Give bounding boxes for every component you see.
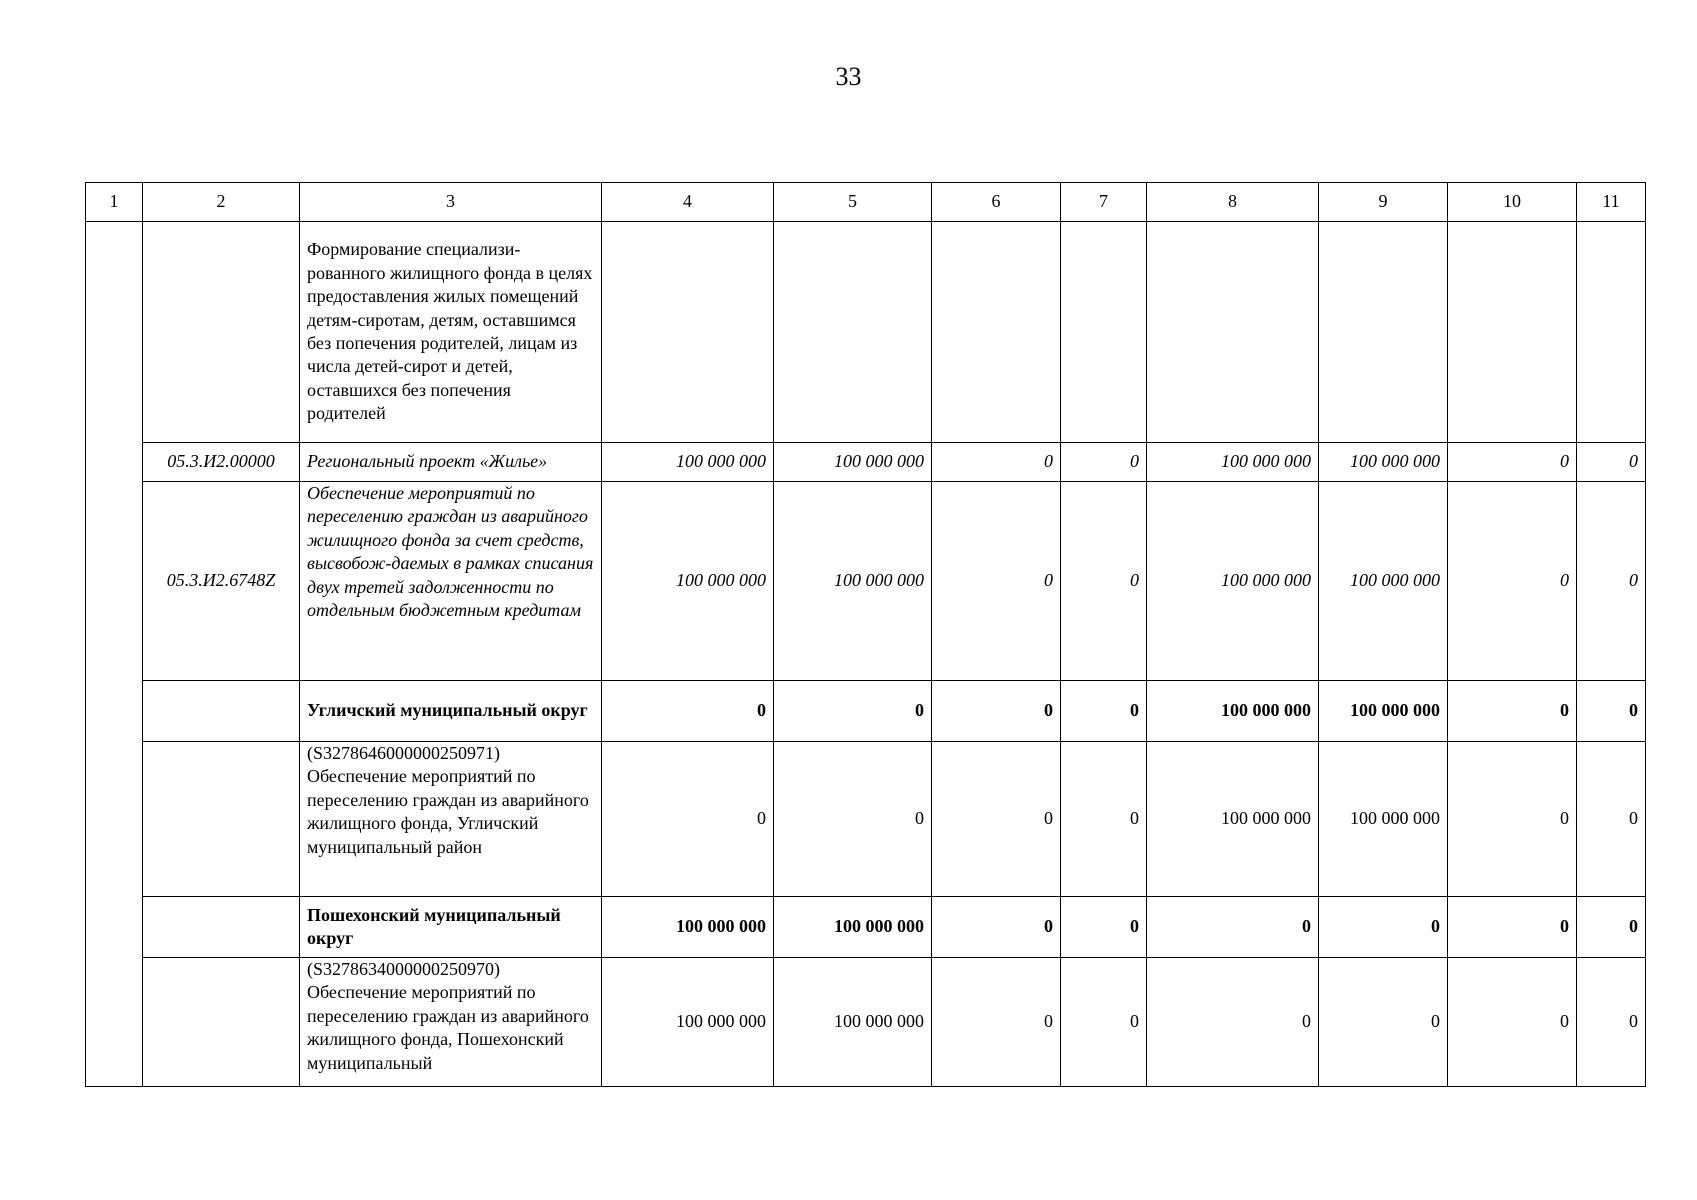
description-cell: (S3278646000000250971) Обеспечение мероприятий по переселению граждан из аварийного жилищного фонда, Угличский муниципальный район <box>300 742 602 897</box>
code-cell: 05.3.И2.00000 <box>143 443 300 482</box>
table-row <box>86 958 1646 1087</box>
value-cell: 100 000 000 <box>602 482 774 681</box>
code-cell: 05.3.И2.6748Z <box>143 482 300 681</box>
header-cell: 1 <box>86 183 143 222</box>
table-header-row <box>86 183 1646 222</box>
header-cell: 6 <box>932 183 1061 222</box>
value-cell: 100 000 000 <box>1147 681 1319 742</box>
value-cell: 0 <box>1061 897 1147 958</box>
value-cell: 0 <box>932 897 1061 958</box>
value-cell <box>932 222 1061 443</box>
value-cell: 100 000 000 <box>774 482 932 681</box>
description-cell: Пошехонский муниципальный округ <box>300 897 602 958</box>
value-cell: 0 <box>932 681 1061 742</box>
table-row <box>86 681 1646 742</box>
value-cell: 100 000 000 <box>774 897 932 958</box>
value-cell: 0 <box>1577 482 1646 681</box>
value-cell <box>1061 222 1147 443</box>
value-cell: 100 000 000 <box>1147 482 1319 681</box>
value-cell: 0 <box>1448 958 1577 1087</box>
value-cell: 0 <box>602 742 774 897</box>
value-cell: 0 <box>932 958 1061 1087</box>
value-cell: 0 <box>1147 958 1319 1087</box>
code-cell <box>143 222 300 443</box>
value-cell: 0 <box>774 681 932 742</box>
code-cell <box>143 897 300 958</box>
value-cell: 0 <box>1319 958 1448 1087</box>
header-cell: 10 <box>1448 183 1577 222</box>
code-cell <box>143 958 300 1087</box>
value-cell <box>774 222 932 443</box>
value-cell: 100 000 000 <box>1319 443 1448 482</box>
value-cell: 100 000 000 <box>1147 742 1319 897</box>
header-cell: 7 <box>1061 183 1147 222</box>
description-cell: Угличский муниципальный округ <box>300 681 602 742</box>
description-cell: (S3278634000000250970) Обеспечение мероприятий по переселению граждан из аварийного жилищного фонда, Пошехонский муниципальный <box>300 958 602 1087</box>
value-cell: 0 <box>1061 482 1147 681</box>
table-row <box>86 482 1646 681</box>
value-cell: 0 <box>774 742 932 897</box>
value-cell <box>602 222 774 443</box>
value-cell: 0 <box>932 742 1061 897</box>
value-cell: 100 000 000 <box>774 958 932 1087</box>
value-cell: 0 <box>1577 897 1646 958</box>
value-cell: 100 000 000 <box>1147 443 1319 482</box>
header-cell: 4 <box>602 183 774 222</box>
table-row <box>86 443 1646 482</box>
value-cell: 0 <box>932 443 1061 482</box>
value-cell: 0 <box>1448 482 1577 681</box>
table-row <box>86 897 1646 958</box>
table-row <box>86 742 1646 897</box>
value-cell: 0 <box>1577 443 1646 482</box>
value-cell: 0 <box>1147 897 1319 958</box>
value-cell: 0 <box>1319 897 1448 958</box>
value-cell <box>1319 222 1448 443</box>
header-cell: 2 <box>143 183 300 222</box>
value-cell: 100 000 000 <box>602 958 774 1087</box>
header-cell: 3 <box>300 183 602 222</box>
merged-index-cell <box>86 222 143 1087</box>
value-cell: 0 <box>1448 681 1577 742</box>
value-cell: 0 <box>1061 443 1147 482</box>
value-cell <box>1577 222 1646 443</box>
value-cell: 100 000 000 <box>1319 742 1448 897</box>
value-cell: 100 000 000 <box>1319 482 1448 681</box>
header-cell: 8 <box>1147 183 1319 222</box>
value-cell: 0 <box>1448 742 1577 897</box>
value-cell: 0 <box>932 482 1061 681</box>
description-cell: Обеспечение мероприятий по переселению граждан из аварийного жилищного фонда за счет средств, высвобож-даемых в рамках списания двух третей задолженности по отдельным бюджетным кредитам <box>300 482 602 681</box>
code-cell <box>143 742 300 897</box>
page-number: 33 <box>835 62 862 91</box>
value-cell: 0 <box>1061 681 1147 742</box>
description-cell: Формирование специализи-рованного жилищного фонда в целях предоставления жилых помещений детям-сиротам, детям, оставшимся без попечения родителей, лицам из числа детей-сирот и детей, оставшихся без попечения родителей <box>300 222 602 443</box>
value-cell: 100 000 000 <box>1319 681 1448 742</box>
value-cell: 0 <box>1448 897 1577 958</box>
header-cell: 9 <box>1319 183 1448 222</box>
value-cell: 0 <box>1061 742 1147 897</box>
value-cell: 0 <box>1577 742 1646 897</box>
value-cell <box>1448 222 1577 443</box>
value-cell: 0 <box>1061 958 1147 1087</box>
value-cell: 0 <box>1577 681 1646 742</box>
budget-table <box>85 182 1646 1087</box>
value-cell: 0 <box>602 681 774 742</box>
header-cell: 5 <box>774 183 932 222</box>
value-cell: 100 000 000 <box>602 897 774 958</box>
value-cell: 100 000 000 <box>602 443 774 482</box>
value-cell: 0 <box>1577 958 1646 1087</box>
value-cell: 100 000 000 <box>774 443 932 482</box>
value-cell: 0 <box>1448 443 1577 482</box>
header-cell: 11 <box>1577 183 1646 222</box>
code-cell <box>143 681 300 742</box>
description-cell: Региональный проект «Жилье» <box>300 443 602 482</box>
table-row <box>86 222 1646 443</box>
value-cell <box>1147 222 1319 443</box>
